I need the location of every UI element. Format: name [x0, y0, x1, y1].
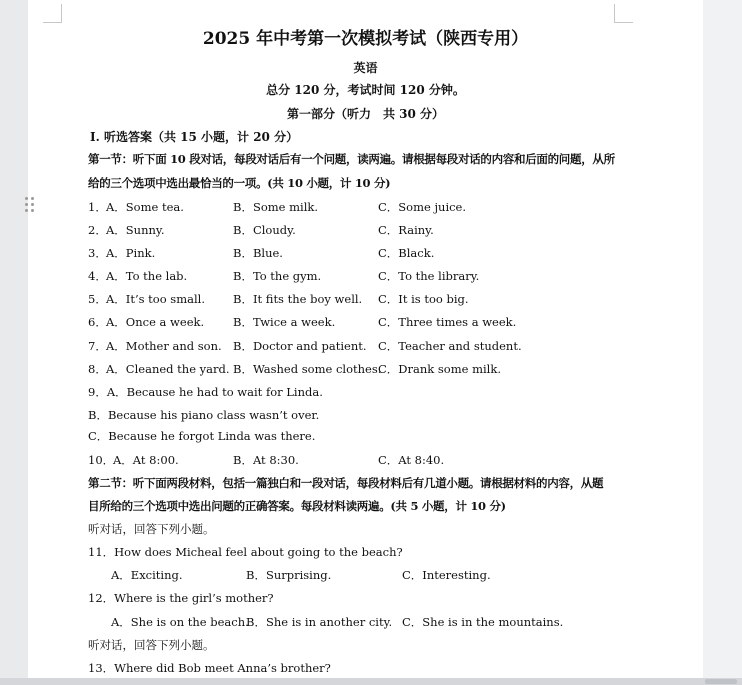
horizontal-scrollbar[interactable] [0, 678, 742, 685]
q1-option-b: B．Some milk. [233, 200, 319, 214]
q9-option-b: B．Because his piano class wasn’t over. [88, 408, 320, 422]
section-i-heading: Ⅰ. 听选答案（共 15 小题，计 20 分） [90, 130, 299, 144]
page-corner-marker-top-right [614, 4, 633, 23]
q2-option-b: B．Cloudy. [233, 223, 296, 237]
q8-option-a: A．Cleaned the yard. [106, 362, 230, 376]
q7-number: 7． [88, 339, 107, 353]
q11-option-a: A．Exciting. [111, 568, 183, 582]
q12-question: 12．Where is the girl’s mother? [88, 591, 274, 605]
q8-option-c: C．Drank some milk. [378, 362, 501, 376]
q2-option-a: A．Sunny. [106, 223, 165, 237]
q10-option-c: C．At 8:40. [378, 453, 445, 467]
q10-option-b: B．At 8:30. [233, 453, 299, 467]
page-corner-marker-top-left [43, 4, 62, 23]
q11-option-b: B．Surprising. [246, 568, 332, 582]
q7-option-c: C．Teacher and student. [378, 339, 522, 353]
q8-number: 8． [88, 362, 107, 376]
q1-number: 1． [88, 200, 107, 214]
q1-option-c: C．Some juice. [378, 200, 467, 214]
q5-option-b: B．It fits the boy well. [233, 292, 363, 306]
section1-intro-line2: 给的三个选项中选出最恰当的一项。(共 10 小题，计 10 分) [88, 176, 391, 190]
section1-intro-line1: 第一节：听下面 10 段对话，每段对话后有一个问题，读两遍。请根据每段对话的内容和后面的问题，从所 [88, 152, 615, 166]
q4-option-a: A．To the lab. [106, 269, 188, 283]
q5-option-c: C．It is too big. [378, 292, 469, 306]
q5-option-a: A．It’s too small. [106, 292, 205, 306]
q3-option-a: A．Pink. [106, 246, 156, 260]
drag-handle-icon[interactable] [25, 197, 35, 213]
right-gutter [703, 0, 742, 678]
q6-option-c: C．Three times a week. [378, 315, 517, 329]
section2-intro-line2: 目所给的三个选项中选出问题的正确答案。每段材料读两遍。(共 5 小题，计 10 分) [88, 499, 506, 513]
document-page [28, 0, 703, 678]
q13-question: 13．Where did Bob meet Anna’s brother? [88, 661, 331, 675]
q3-number: 3． [88, 246, 107, 260]
q5-number: 5． [88, 292, 107, 306]
q12-option-a: A．She is on the beach. [111, 615, 249, 629]
listening-instruction-1: 听对话，回答下列小题。 [88, 522, 215, 536]
q10-option-a: A．At 8:00. [113, 453, 179, 467]
q6-option-b: B．Twice a week. [233, 315, 336, 329]
q10-number: 10． [88, 453, 115, 467]
scrollbar-thumb[interactable] [705, 679, 737, 684]
q3-option-c: C．Black. [378, 246, 435, 260]
listening-instruction-2: 听对话，回答下列小题。 [88, 638, 215, 652]
q6-number: 6． [88, 315, 107, 329]
q8-option-b: B．Washed some clothes. [233, 362, 382, 376]
q4-number: 4． [88, 269, 107, 283]
exam-info: 总分 120 分，考试时间 120 分钟。 [266, 83, 465, 97]
q6-option-a: A．Once a week. [106, 315, 205, 329]
q9-line1: 9．A．Because he had to wait for Linda. [88, 385, 323, 399]
q4-option-b: B．To the gym. [233, 269, 322, 283]
q11-question: 11．How does Micheal feel about going to the beach? [88, 545, 403, 559]
exam-title: 2025 年中考第一次模拟考试（陕西专用） [202, 29, 529, 49]
subject-heading: 英语 [353, 61, 378, 75]
q11-option-c: C．Interesting. [402, 568, 491, 582]
q12-option-c: C．She is in the mountains. [402, 615, 564, 629]
section2-intro-line1: 第二节：听下面两段材料，包括一篇独白和一段对话，每段材料后有几道小题。请根据材料的内容，从题 [88, 476, 604, 490]
q1-option-a: A．Some tea. [106, 200, 184, 214]
q9-option-c: C．Because he forgot Linda was there. [88, 429, 316, 443]
q3-option-b: B．Blue. [233, 246, 283, 260]
q7-option-b: B．Doctor and patient. [233, 339, 367, 353]
q2-number: 2． [88, 223, 107, 237]
q12-option-b: B．She is in another city. [246, 615, 393, 629]
q2-option-c: C．Rainy. [378, 223, 434, 237]
q4-option-c: C．To the library. [378, 269, 480, 283]
q7-option-a: A．Mother and son. [106, 339, 222, 353]
part-one-heading: 第一部分（听力 共 30 分） [286, 107, 445, 121]
